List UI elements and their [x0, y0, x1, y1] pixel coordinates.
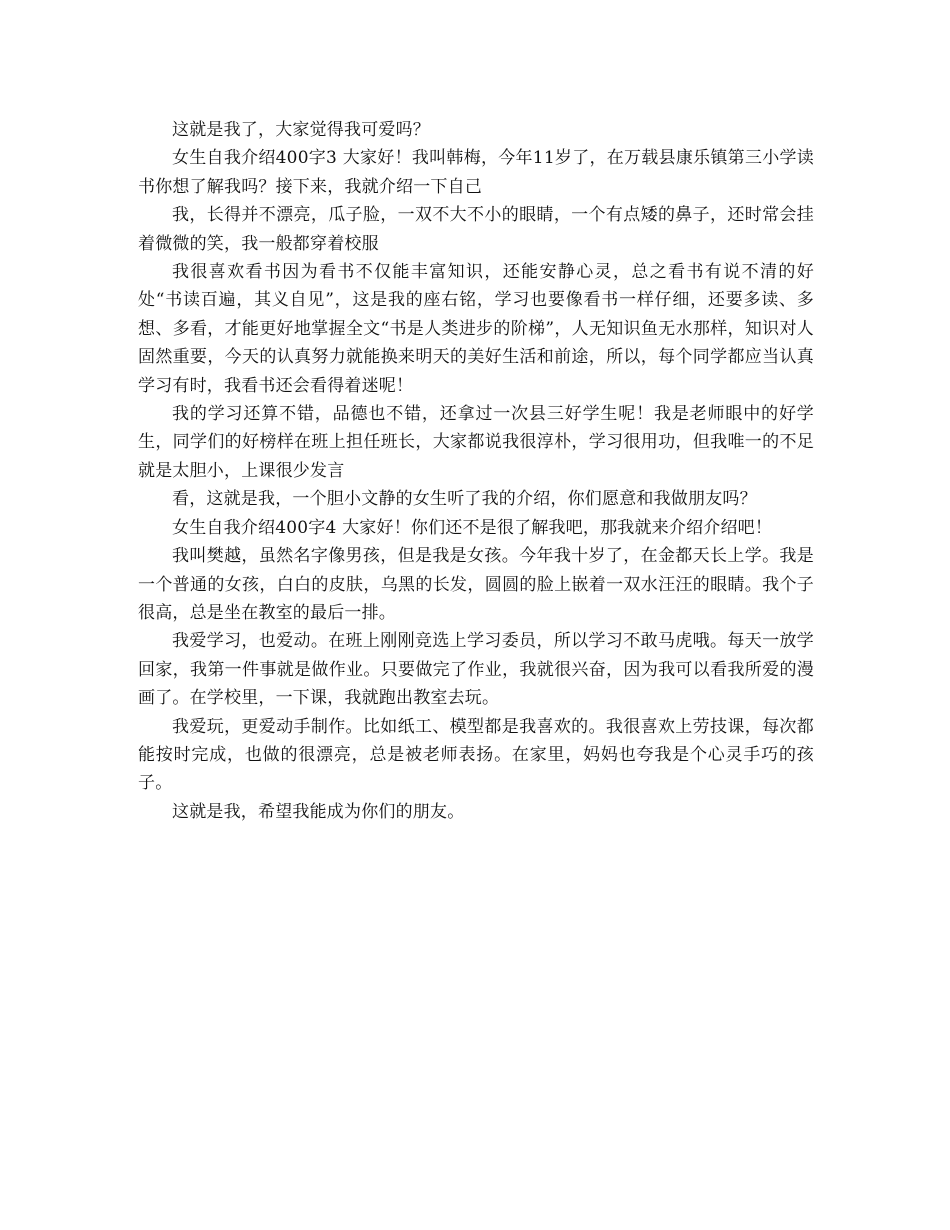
paragraph-11: 这就是我，希望我能成为你们的朋友。 [172, 801, 465, 822]
document-body [138, 116, 814, 826]
paragraph-3: 我，长得并不漂亮，瓜子脸，一双不大不小的眼睛，一个有点矮的鼻子，还时常会挂着微微的笑，我一般都穿着校服 [138, 205, 814, 254]
paragraph-8: 我叫樊越，虽然名字像男孩，但是我是女孩。今年我十岁了，在金都天长上学。我是一个普通的女孩，白白的皮肤，乌黑的长发，圆圆的脸上嵌着一双水汪汪的眼睛。我个子很高，总是坐在教室的最后一排。 [138, 546, 814, 623]
paragraph-2: 女生自我介绍400字3 大家好！我叫韩梅，今年11岁了，在万载县康乐镇第三小学读书你想了解我吗？接下来，我就介绍一下自己 [138, 148, 814, 197]
paragraph-10: 我爱玩，更爱动手制作。比如纸工、模型都是我喜欢的。我很喜欢上劳技课，每次都能按时完成，也做的很漂亮，总是被老师表扬。在家里，妈妈也夸我是个心灵手巧的孩子。 [138, 716, 814, 794]
paragraph-6: 看，这就是我，一个胆小文静的女生听了我的介绍，你们愿意和我做朋友吗？ [172, 489, 757, 510]
paragraph-7: 女生自我介绍400字4 大家好！你们还不是很了解我吧，那我就来介绍介绍吧！ [172, 517, 773, 538]
paragraph-9: 我爱学习，也爱动。在班上刚刚竞选上学习委员，所以学习不敢马虎哦。每天一放学回家，我第一件事就是做作业。只要做完了作业，我就很兴奋，因为我可以看我所爱的漫画了。在学校里，一下课，我就跑出教室去玩。 [138, 631, 814, 709]
paragraph-1: 这就是我了，大家觉得我可爱吗？ [172, 120, 430, 140]
paragraph-4: 我很喜欢看书因为看书不仅能丰富知识，还能安静心灵，总之看书有说不清的好处“书读百遍，其义自见”，这是我的座右铭，学习也要像看书一样仔细，还要多读、多想、多看，才能更好地掌握全文“书是人类进步的阶梯”，人无知识鱼无水那样，知识对人固然重要，今天的认真努力就能换来明天的美好生活和前途，所以，每个同学都应当认真学习有时，我看书还会看得着迷呢！ [138, 262, 814, 396]
paragraph-5: 我的学习还算不错，品德也不错，还拿过一次县三好学生呢！我是老师眼中的好学生，同学们的好榜样在班上担任班长，大家都说我很淳朴，学习很用功，但我唯一的不足就是太胆小，上课很少发言 [138, 404, 814, 481]
